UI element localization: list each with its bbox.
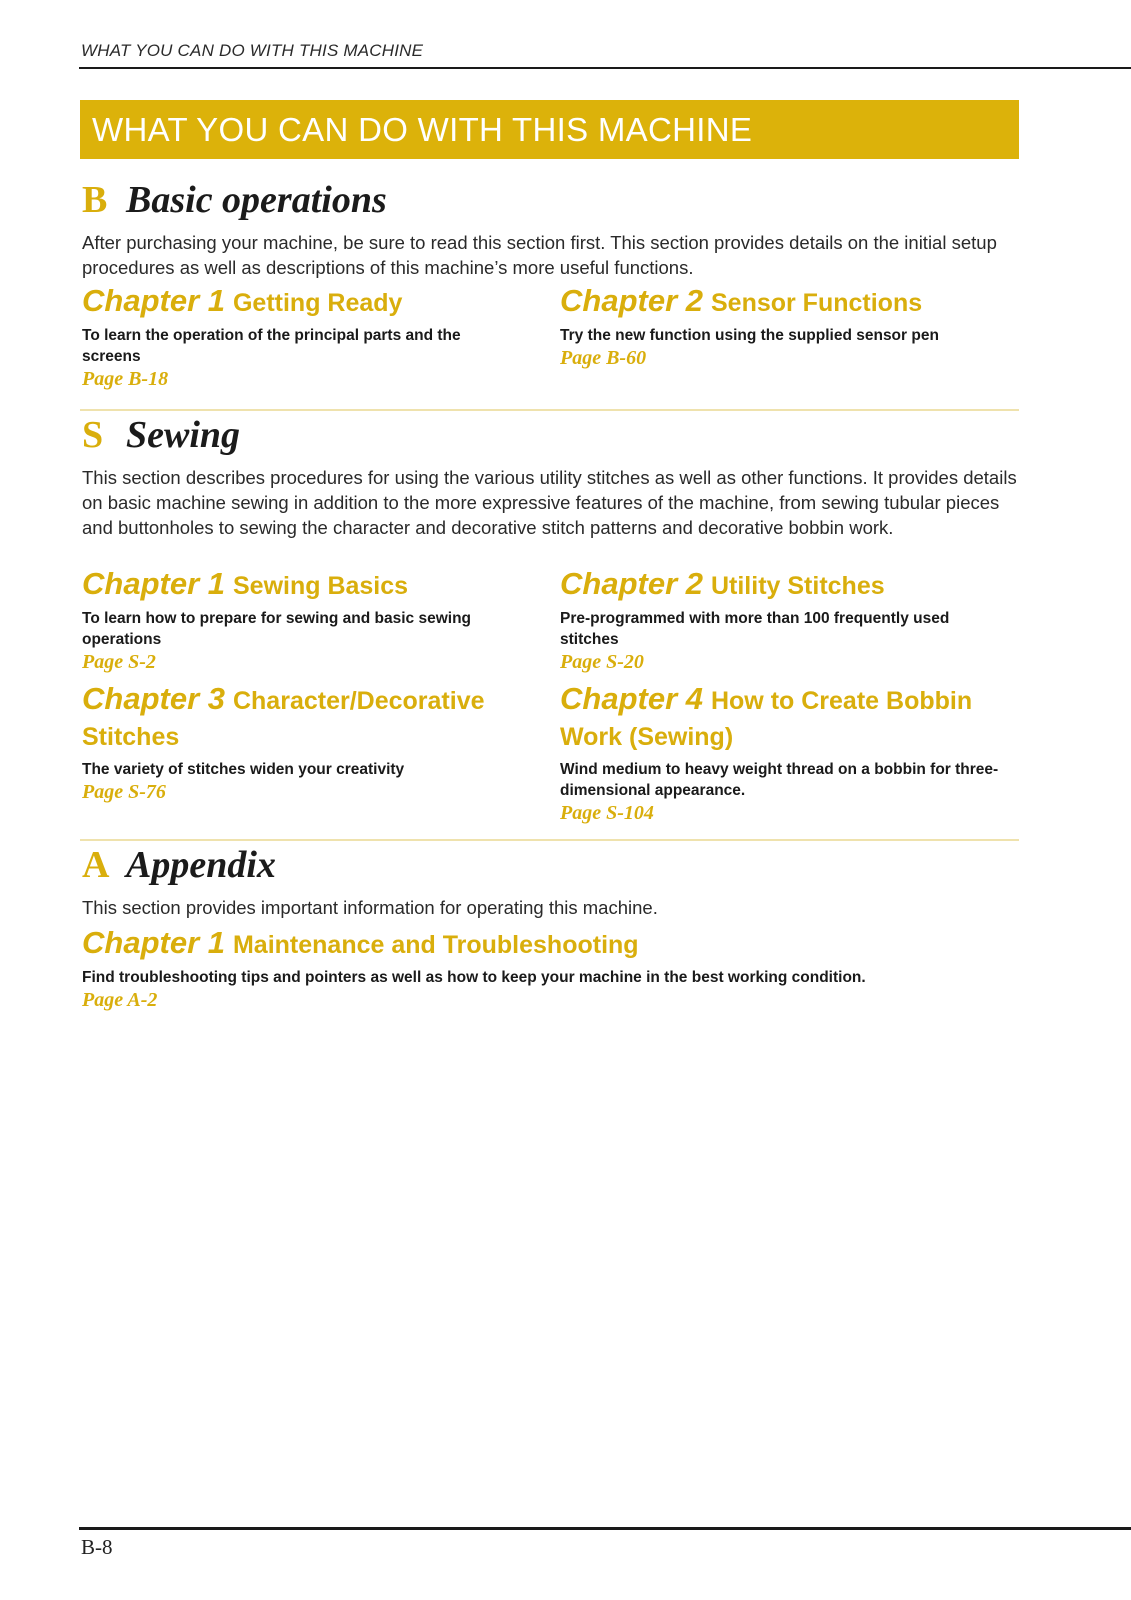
chapter-title [560,567,1010,606]
chapter-number: Chapter 2 [560,566,703,601]
chapter-item[interactable] [82,567,532,674]
section-title: Appendix [126,844,276,886]
chapter-list [82,284,1019,394]
chapter-number: Chapter 2 [560,283,703,318]
section-letter: S [82,414,104,456]
chapter-title [82,567,532,606]
section-description: This section provides important information for operating this machine. [82,897,658,918]
chapter-page-link[interactable]: Page S-20 [560,651,644,673]
chapter-page-link[interactable]: Page S-104 [560,802,654,824]
chapter-number: Chapter 4 [560,681,703,716]
section-letter: A [82,844,110,886]
chapter-list [82,926,1019,1016]
chapter-page-link[interactable]: Page A-2 [82,989,158,1011]
chapter-item[interactable] [560,682,1010,825]
section-heading [82,413,1019,459]
chapter-page-link[interactable]: Page S-76 [82,781,166,803]
chapter-number: Chapter 1 [82,925,225,960]
chapter-title [82,284,532,323]
chapter-item[interactable] [82,926,1019,1012]
chapter-description: To learn the operation of the principal parts and the screens [82,327,461,365]
chapter-name: How to Create Bobbin Work (Sewing) [560,687,973,751]
chapter-name: Utility Stitches [710,572,885,600]
section-sewing [82,413,1019,540]
section-title: Basic operations [126,179,387,221]
bottom-rule [79,1527,1131,1530]
chapter-name: Getting Ready [232,289,403,317]
section-divider [80,839,1019,841]
chapter-number: Chapter 1 [82,566,225,601]
chapter-description: To learn how to prepare for sewing and basic sewing operations [82,610,472,648]
chapter-item[interactable] [82,682,532,804]
chapter-list [82,567,1019,827]
chapter-title [82,682,532,757]
section-description: This section describes procedures for using the various utility stitches as well as other functions. It provides details on basic machine sewing in addition to the more expressive features of the machine, from sewing tubular pieces and buttonholes to sewing the character and decorative stitch patterns and decorative bobbin work. [82,467,1017,538]
chapter-page-link[interactable]: Page S-2 [82,651,156,673]
chapter-name: Maintenance and Troubleshooting [232,931,639,959]
chapter-description: Find troubleshooting tips and pointers as well as how to keep your machine in the best working condition. [82,969,866,986]
section-basic-operations [82,178,1019,280]
section-appendix [82,843,1019,920]
chapter-title [560,284,1010,323]
running-header: WHAT YOU CAN DO WITH THIS MACHINE [81,41,424,60]
chapter-title [82,926,1019,965]
chapter-description: Try the new function using the supplied sensor pen [560,327,939,344]
chapter-number: Chapter 1 [82,283,225,318]
top-rule [79,67,1131,69]
chapter-description: The variety of stitches widen your creativity [82,761,405,778]
chapter-item[interactable] [82,284,532,391]
chapter-page-link[interactable]: Page B-60 [560,347,647,369]
section-title: Sewing [126,414,241,456]
section-description: After purchasing your machine, be sure to read this section first. This section provides details on the initial setup procedures as well as descriptions of this machine’s more useful functions. [82,232,997,278]
chapter-description: Pre-programmed with more than 100 frequently used stitches [560,610,950,648]
section-heading [82,178,1019,224]
chapter-name: Sewing Basics [232,572,409,600]
section-letter: B [82,179,108,221]
section-heading [82,843,1019,889]
chapter-item[interactable] [560,567,1010,674]
section-divider [80,409,1019,411]
chapter-name: Sensor Functions [710,289,923,317]
page-title-banner: WHAT YOU CAN DO WITH THIS MACHINE [80,100,1019,159]
chapter-item[interactable] [560,284,1010,370]
chapter-name: Character/Decorative Stitches [82,687,485,751]
chapter-description: Wind medium to heavy weight thread on a bobbin for three-dimensional appearance. [560,761,999,799]
chapter-page-link[interactable]: Page B-18 [82,368,169,390]
page-number: B-8 [81,1535,113,1559]
chapter-number: Chapter 3 [82,681,225,716]
chapter-title [560,682,1010,757]
